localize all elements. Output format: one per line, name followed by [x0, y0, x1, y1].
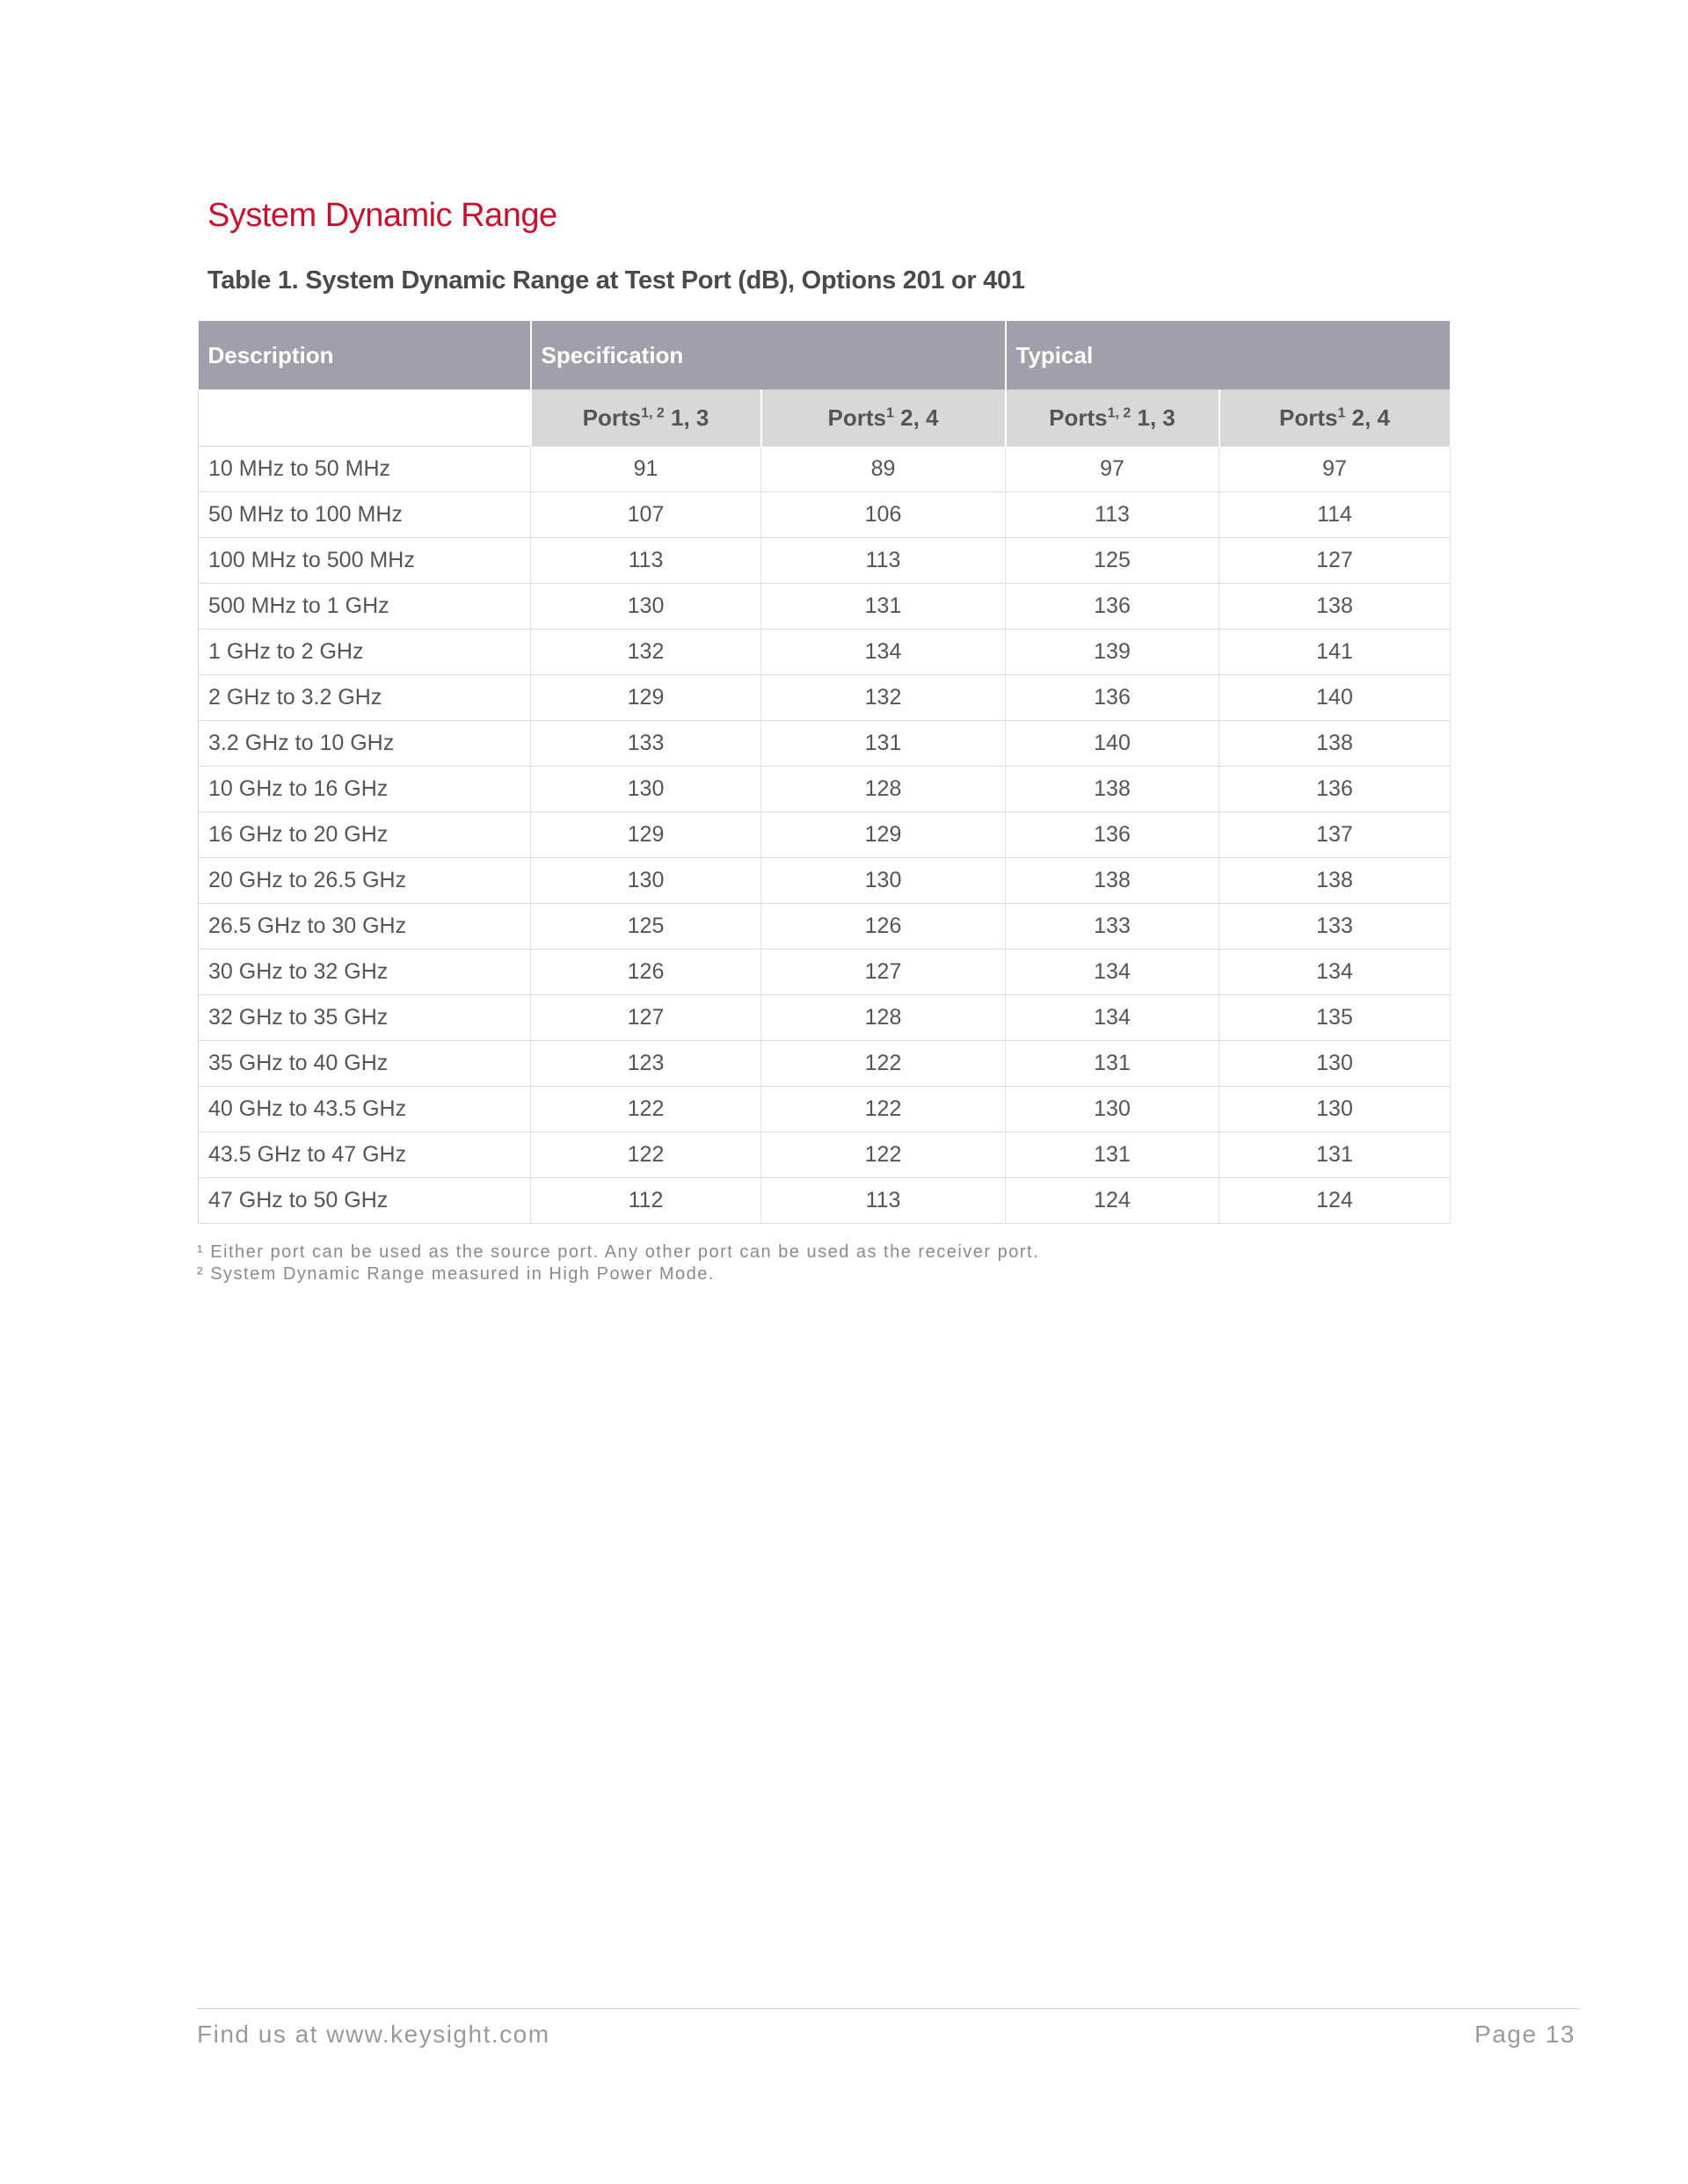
header-specification: Specification	[531, 321, 1006, 389]
row-value: 127	[1219, 538, 1451, 584]
row-value: 123	[531, 1041, 761, 1087]
table-row	[199, 1178, 1451, 1224]
row-value: 89	[761, 447, 1006, 492]
table-row	[199, 767, 1451, 812]
header-description: Description	[199, 321, 531, 389]
table-row	[199, 858, 1451, 904]
row-value: 128	[761, 767, 1006, 812]
row-value: 131	[1006, 1132, 1219, 1178]
row-value: 125	[531, 904, 761, 950]
row-value: 122	[761, 1132, 1006, 1178]
header-typical: Typical	[1006, 321, 1451, 389]
table-row	[199, 950, 1451, 995]
table-row	[199, 904, 1451, 950]
footnote-2: ² System Dynamic Range measured in High Power Mode.	[197, 1264, 715, 1284]
footer-website: Find us at www.keysight.com	[197, 2020, 550, 2048]
row-value: 114	[1219, 492, 1451, 538]
row-value: 138	[1219, 858, 1451, 904]
row-value: 133	[1219, 904, 1451, 950]
row-value: 128	[761, 995, 1006, 1041]
row-description: 2 GHz to 3.2 GHz	[199, 675, 531, 721]
row-value: 134	[1006, 950, 1219, 995]
row-value: 134	[1006, 995, 1219, 1041]
row-value: 113	[761, 1178, 1006, 1224]
table-row	[199, 584, 1451, 630]
row-value: 141	[1219, 630, 1451, 675]
row-value: 131	[761, 584, 1006, 630]
row-description: 16 GHz to 20 GHz	[199, 812, 531, 858]
subheader-typ-ports-2-4: Ports$^1$ 2, 4	[1219, 389, 1451, 447]
row-value: 126	[531, 950, 761, 995]
row-value: 106	[761, 492, 1006, 538]
row-value: 131	[1006, 1041, 1219, 1087]
row-value: 124	[1006, 1178, 1219, 1224]
row-value: 134	[761, 630, 1006, 675]
row-value: 129	[761, 812, 1006, 858]
row-value: 137	[1219, 812, 1451, 858]
row-value: 122	[761, 1087, 1006, 1132]
table-body	[199, 447, 1451, 1224]
row-value: 136	[1006, 812, 1219, 858]
row-value: 122	[531, 1132, 761, 1178]
row-value: 126	[761, 904, 1006, 950]
row-value: 125	[1006, 538, 1219, 584]
row-value: 133	[531, 721, 761, 767]
row-value: 131	[761, 721, 1006, 767]
row-description: 50 MHz to 100 MHz	[199, 492, 531, 538]
subheader-blank	[199, 389, 531, 447]
row-value: 122	[531, 1087, 761, 1132]
row-description: 47 GHz to 50 GHz	[199, 1178, 531, 1224]
table-row	[199, 1041, 1451, 1087]
section-title: System Dynamic Range	[207, 197, 557, 234]
row-value: 127	[761, 950, 1006, 995]
row-value: 138	[1219, 721, 1451, 767]
row-value: 138	[1219, 584, 1451, 630]
row-value: 130	[531, 767, 761, 812]
row-value: 130	[1219, 1041, 1451, 1087]
table-row	[199, 630, 1451, 675]
row-description: 500 MHz to 1 GHz	[199, 584, 531, 630]
row-description: 32 GHz to 35 GHz	[199, 995, 531, 1041]
row-value: 131	[1219, 1132, 1451, 1178]
footnote-1: ¹ Either port can be used as the source port. Any other port can be used as the receiver port.	[197, 1242, 1040, 1262]
row-value: 113	[1006, 492, 1219, 538]
row-description: 35 GHz to 40 GHz	[199, 1041, 531, 1087]
row-value: 130	[1219, 1087, 1451, 1132]
table-row	[199, 1087, 1451, 1132]
row-value: 127	[531, 995, 761, 1041]
table-row	[199, 447, 1451, 492]
row-description: 3.2 GHz to 10 GHz	[199, 721, 531, 767]
footer-divider	[197, 2008, 1579, 2009]
row-value: 97	[1006, 447, 1219, 492]
row-value: 129	[531, 675, 761, 721]
row-value: 97	[1219, 447, 1451, 492]
row-value: 122	[761, 1041, 1006, 1087]
row-description: 26.5 GHz to 30 GHz	[199, 904, 531, 950]
row-value: 130	[1006, 1087, 1219, 1132]
row-value: 124	[1219, 1178, 1451, 1224]
row-description: 30 GHz to 32 GHz	[199, 950, 531, 995]
row-value: 112	[531, 1178, 761, 1224]
page-number: Page 13	[1474, 2020, 1575, 2048]
table-row	[199, 1132, 1451, 1178]
row-value: 132	[761, 675, 1006, 721]
row-value: 139	[1006, 630, 1219, 675]
row-value: 136	[1006, 584, 1219, 630]
row-description: 40 GHz to 43.5 GHz	[199, 1087, 531, 1132]
footnotes	[197, 1241, 1039, 1285]
row-value: 113	[531, 538, 761, 584]
subheader-spec-ports-1-3: Ports$^{1, 2}$ 1, 3	[531, 389, 761, 447]
row-value: 132	[531, 630, 761, 675]
row-description: 1 GHz to 2 GHz	[199, 630, 531, 675]
subheader-spec-ports-2-4: Ports$^1$ 2, 4	[761, 389, 1006, 447]
table-row	[199, 812, 1451, 858]
table-row	[199, 675, 1451, 721]
row-description: 10 GHz to 16 GHz	[199, 767, 531, 812]
table-row	[199, 995, 1451, 1041]
row-value: 140	[1006, 721, 1219, 767]
table-row	[199, 492, 1451, 538]
row-value: 140	[1219, 675, 1451, 721]
row-value: 130	[761, 858, 1006, 904]
row-value: 138	[1006, 767, 1219, 812]
row-description: 20 GHz to 26.5 GHz	[199, 858, 531, 904]
row-value: 134	[1219, 950, 1451, 995]
row-value: 130	[531, 858, 761, 904]
row-value: 136	[1006, 675, 1219, 721]
table-row	[199, 538, 1451, 584]
row-value: 91	[531, 447, 761, 492]
row-description: 10 MHz to 50 MHz	[199, 447, 531, 492]
row-value: 130	[531, 584, 761, 630]
row-value: 138	[1006, 858, 1219, 904]
row-value: 136	[1219, 767, 1451, 812]
row-value: 107	[531, 492, 761, 538]
table-row	[199, 721, 1451, 767]
table-caption: Table 1. System Dynamic Range at Test Port (dB), Options 201 or 401	[207, 266, 1025, 295]
row-value: 135	[1219, 995, 1451, 1041]
row-value: 113	[761, 538, 1006, 584]
row-value: 129	[531, 812, 761, 858]
subheader-typ-ports-1-3: Ports$^{1, 2}$ 1, 3	[1006, 389, 1219, 447]
row-description: 43.5 GHz to 47 GHz	[199, 1132, 531, 1178]
row-description: 100 MHz to 500 MHz	[199, 538, 531, 584]
dynamic-range-table	[198, 321, 1452, 1224]
row-value: 133	[1006, 904, 1219, 950]
